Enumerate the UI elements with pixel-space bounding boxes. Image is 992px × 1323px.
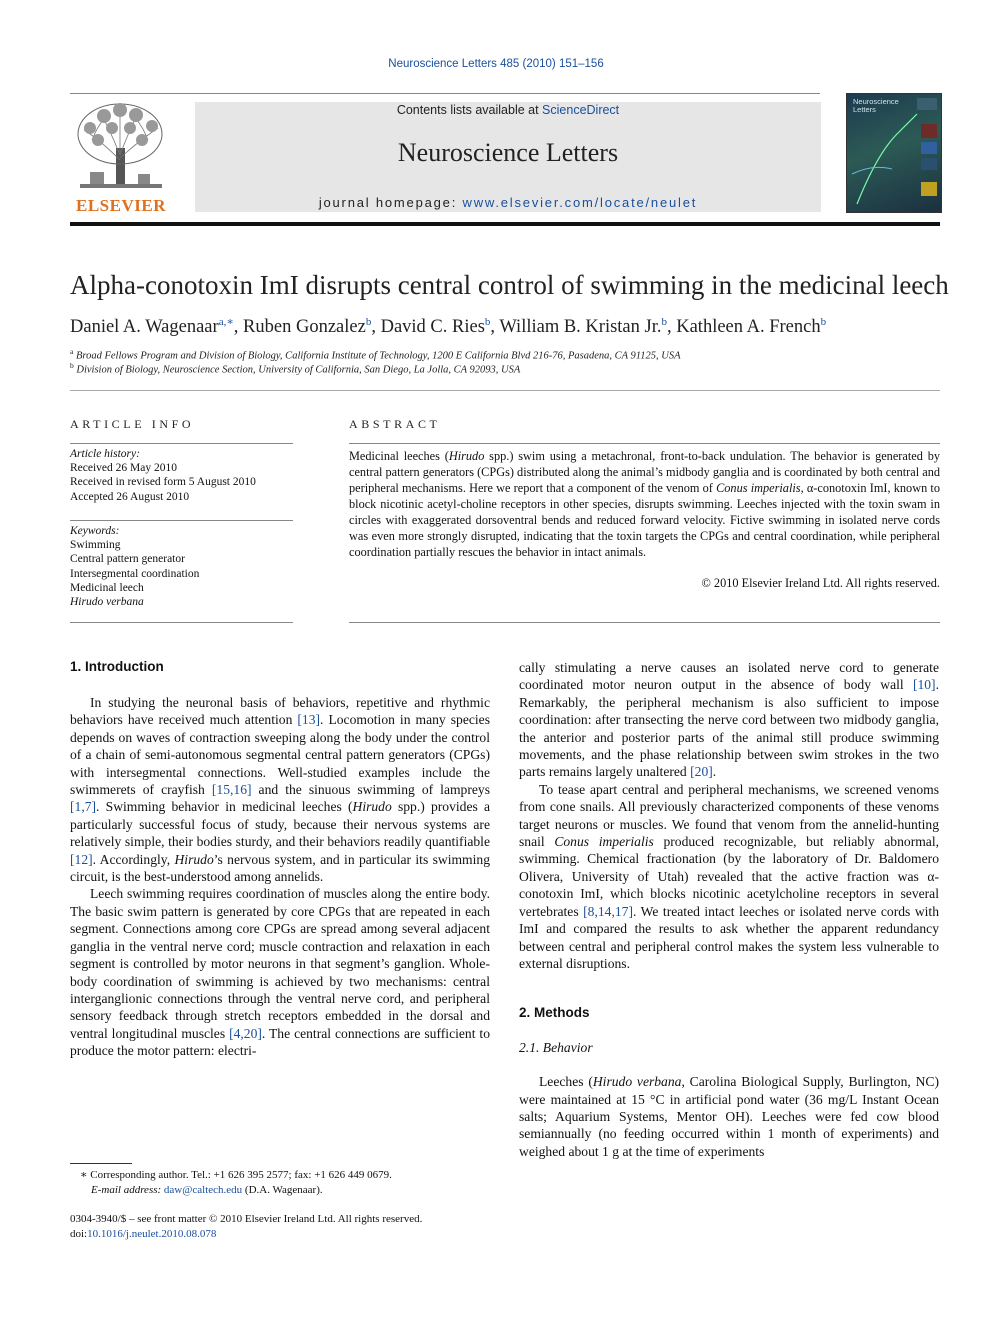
footnote-rule (70, 1163, 132, 1164)
author-affil-mark[interactable]: a,∗ (218, 316, 234, 328)
revised-date: Received in revised form 5 August 2010 (70, 476, 256, 489)
keyword: Central pattern generator (70, 553, 185, 566)
reference-link[interactable]: [15,16] (211, 782, 252, 798)
author-name[interactable]: Daniel A. Wagenaar (70, 317, 219, 338)
reference-link[interactable]: [8,14,17] (583, 903, 633, 919)
accepted-date: Accepted 26 August 2010 (70, 490, 190, 503)
article-info-rule (70, 622, 293, 623)
abstract-italic: Hirudo (448, 449, 485, 463)
journal-title: Neuroscience Letters (397, 138, 619, 167)
text-span: , Carolina Biological Supply, Burlington, NC) were maintained at 15 °C in artificial pond water (36 mg/L Instant Ocean salts; Aquarium Systems, Mentor OH). Leeches were fed cow blood semiannually (no feeding occurred within 1 month of experiments) and weighed about 1 g at the time of experiments (519, 1074, 939, 1159)
keyword: Swimming (70, 539, 121, 552)
text-span: . Accordingly, (92, 851, 175, 867)
article-info-rule (70, 443, 293, 444)
text-span: cally stimulating a nerve causes an isolated nerve cord to generate coordinated motor neuron output in the absence of body wall (519, 660, 939, 693)
author-affil-mark[interactable]: b (661, 316, 667, 328)
abstract-copyright: © 2010 Elsevier Ireland Ltd. All rights reserved. (701, 576, 940, 590)
reference-link[interactable]: [10] (912, 677, 936, 693)
affiliation-rule (70, 390, 940, 391)
front-matter (70, 1212, 490, 1241)
text-span: . We treated intact leeches or isolated nerve cords with ImI and compared the results to ask whether the apparent redundancy between central and peripheral control makes the system less vulnerable to external disruptions. (519, 903, 940, 971)
affiliation-text: Division of Biology, Neuroscience Section, University of California, San Diego, La Jolla, CA 92093, USA (76, 364, 521, 376)
text-span: . Locomotion in many species depends on waves of contraction sweeping along the body under the control of a chain of semi-autonomous segmental central pattern generators (CPGs) with intersegmental connections. Well-studied examples include the swimmerets of crayfish (70, 712, 490, 798)
italic-span: Conus imperialis (554, 834, 654, 850)
body-column-right (519, 659, 939, 1160)
reference-link[interactable]: [20] (690, 764, 713, 780)
article-history (70, 447, 293, 504)
text-span: . (712, 764, 717, 780)
journal-cover-image (846, 93, 942, 213)
section-heading-introduction: 1. Introduction (70, 659, 164, 674)
author-affil-mark[interactable]: b (820, 316, 827, 328)
text-span: ’s nervous system, and in particular its swimming circuit, is the best-understood among annelids. (70, 851, 490, 885)
text-span: Leeches ( (539, 1074, 593, 1090)
reference-link[interactable]: [12] (70, 851, 93, 867)
author-name[interactable]: David C. Ries (380, 317, 485, 338)
paragraph (70, 885, 490, 1059)
reference-link[interactable]: [13] (297, 712, 321, 728)
corresponding-author: ∗ Corresponding author. Tel.: +1 626 395 2577; fax: +1 626 449 0679. (80, 1169, 392, 1181)
abstract-rule (349, 443, 940, 444)
text-span: and the sinuous swimming of lampreys (251, 782, 490, 798)
author-separator: , (371, 317, 381, 338)
keywords-label: Keywords: (70, 525, 120, 537)
author-list (70, 315, 950, 338)
abstract-span: Medicinal leeches ( (349, 449, 449, 463)
section-heading-methods: 2. Methods (519, 1005, 590, 1021)
doi-label: doi: (70, 1227, 88, 1240)
paragraph (519, 659, 939, 781)
keyword: Medicinal leech (70, 581, 144, 594)
text-span: Leech swimming requires coordination of muscles along the entire body. The basic swim pattern is generated by core CPGs that are repeated in each segment. Connections among core CPGs are spread among several adjacent ganglia in the ventral nerve cord; muscle contraction and relaxation in each segment is controlled by motor neurons in that segment’s ganglion. Whole-body coordination of swimming is achieved by two mechanisms: central interganglionic connections through the ventral nerve cord, and peripheral sensory feedback through stretch receptors embedded in the dorsal and ventral longitudinal muscles (70, 886, 490, 1041)
author-affil-mark[interactable]: b (365, 316, 372, 328)
keywords-block (70, 524, 293, 609)
reference-link[interactable]: [1,7] (70, 799, 97, 815)
subsection-heading-behavior: 2.1. Behavior (519, 1039, 593, 1055)
header-rule (70, 93, 820, 94)
email-link[interactable]: daw@caltech.edu (163, 1183, 243, 1196)
author-name[interactable]: Kathleen A. French (676, 317, 821, 338)
text-span: . The central connections are sufficient to produce the motor pattern: electri- (70, 1025, 490, 1059)
affiliation-mark: a (70, 347, 74, 356)
abstract-italic: Conus imperialis (716, 481, 801, 495)
paragraph (70, 694, 490, 885)
author-affil-mark[interactable]: b (484, 316, 491, 328)
abstract-span: , α-conotoxin ImI, known to block nicotinic acetyl-choline receptors in other species, disrupts swimming. Leeches injected with the toxin swam in circles with exaggerated dorsoventral bends and reduced forward velocity. Fictive swimming in isolated nerve cords was even more strongly disrupted, indicating that the toxin targets the CPGs and central coordination, while peripheral coordination partially rescues the behavior in intact animals. (349, 481, 940, 559)
doi-link[interactable]: 10.1016/j.neulet.2010.08.078 (87, 1227, 217, 1240)
affiliation-mark: b (70, 361, 74, 370)
author-separator: , (490, 317, 500, 338)
author-separator: , (666, 317, 677, 338)
text-span: . Swimming behavior in medicinal leeches ( (96, 799, 353, 815)
article-info-heading: ARTICLE INFO (70, 417, 195, 431)
received-date: Received 26 May 2010 (70, 462, 177, 475)
journal-homepage (195, 195, 821, 210)
author-name[interactable]: William B. Kristan Jr. (499, 317, 662, 338)
abstract-heading: ABSTRACT (349, 417, 441, 431)
italic-span: Hirudo (174, 851, 214, 867)
abstract-rule (349, 622, 940, 623)
text-span: In studying the neuronal basis of behaviors, repetitive and rhythmic behaviors have received much attention (70, 695, 490, 728)
paragraph (519, 1073, 939, 1160)
author-name[interactable]: Ruben Gonzalez (243, 317, 366, 338)
homepage-link[interactable]: www.elsevier.com/locate/neulet (462, 195, 698, 210)
author-separator: , (233, 317, 244, 338)
paragraph (519, 781, 939, 972)
elsevier-wordmark: ELSEVIER (76, 196, 166, 215)
corresponding-author-footnote (70, 1168, 490, 1197)
affiliation-a (70, 347, 950, 362)
text-span: To tease apart central and peripheral mechanisms, we screened venoms from cone snails. All previously characterized components of these venoms target neurons or muscles. We found that venom from the annelid-hunting snail (519, 781, 939, 850)
affiliation-b (70, 361, 950, 376)
email-tail: (D.A. Wagenaar). (242, 1183, 323, 1196)
article-info-rule (70, 520, 293, 521)
keyword: Intersegmental coordination (70, 567, 200, 580)
text-span: spp.) provides a particularly successful focus of study, because their nervous systems are relatively simple, their bodies sturdy, and their behaviors readily quantifiable (70, 799, 490, 850)
text-span: produced recognizable, but reliably abnormal, swimming. Chemical fractionation (by the laboratory of Dr. Baldomero Olivera, University of Utah) revealed that the active fraction was α-conotoxin ImI, which blocks nicotinic acetylcholine receptors in several vertebrates (519, 834, 940, 919)
article-title: Alpha-conotoxin ImI disrupts central control of swimming in the medicinal leech (70, 270, 949, 300)
header-thick-rule (70, 222, 940, 226)
sciencedirect-link[interactable]: ScienceDirect (542, 103, 620, 117)
abstract-span: spp.) swim using a metachronal, front-to-back undulation. The behavior is generated by central pattern generators (CPGs) distributed along the animal’s midbody ganglia and is coordinated by both central and peripheral mechanisms. Here we report that a component of the venom of (349, 449, 940, 495)
abstract-text (349, 448, 940, 560)
journal-citation[interactable]: Neuroscience Letters 485 (2010) 151–156 (388, 58, 604, 70)
reference-link[interactable]: [4,20] (229, 1025, 262, 1041)
history-label: Article history: (70, 448, 140, 460)
contents-line (195, 103, 821, 117)
affiliation-text: Broad Fellows Program and Division of Biology, California Institute of Technology, 1200 E California Blvd 216-76, Pasadena, CA 91125, USA (75, 350, 681, 362)
text-span: . Remarkably, the peripheral mechanism is also sufficient to impose coordination: after transecting the nerve cord between two midbody ganglia, the anterior and posterior parts of the animal still produce swimming movements, and the phase relationship between swim strokes in the two parts remains largely unaltered (519, 677, 939, 780)
italic-span: Hirudo verbana (592, 1074, 682, 1090)
keyword: Hirudo verbana (70, 596, 144, 609)
cover-title: Neuroscience Letters (853, 97, 899, 114)
contents-prefix: Contents lists available at (396, 103, 543, 117)
email-label: E-mail address: (91, 1183, 164, 1196)
italic-span: Hirudo (352, 799, 392, 815)
issn-line: 0304-3940/$ – see front matter © 2010 Elsevier Ireland Ltd. All rights reserved. (70, 1213, 423, 1225)
body-column-left (70, 694, 490, 1060)
homepage-prefix: journal homepage: (318, 195, 463, 210)
